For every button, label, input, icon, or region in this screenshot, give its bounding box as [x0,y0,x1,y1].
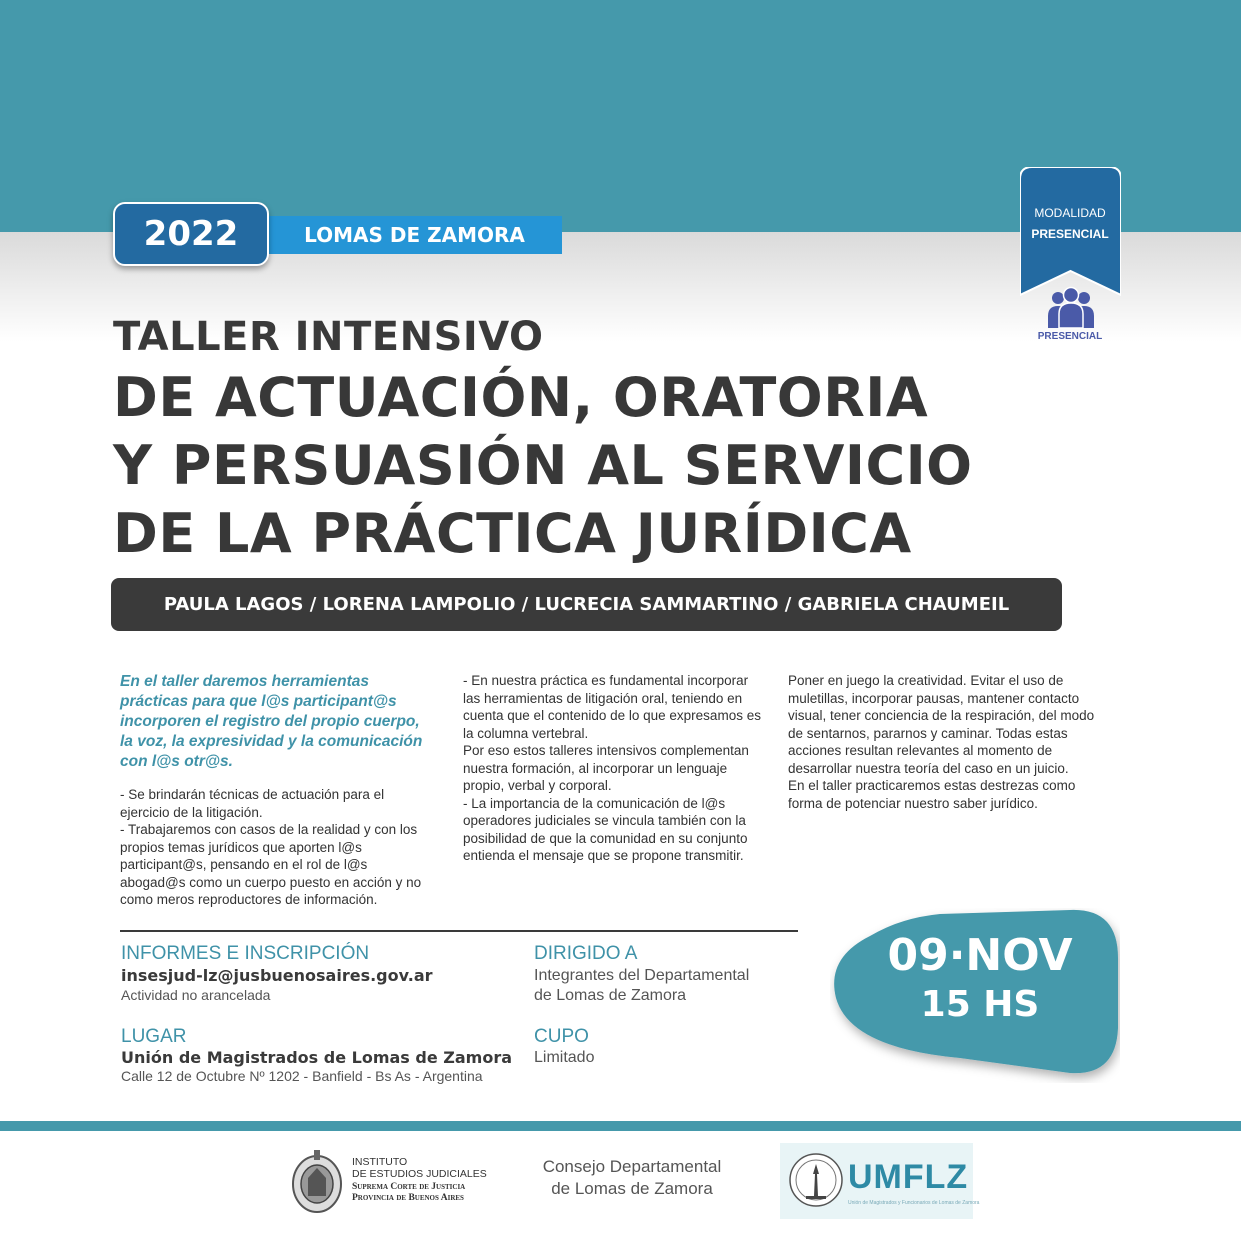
institute-line-2: DE ESTUDIOS JUDICIALES [352,1168,487,1180]
institute-name [352,1156,487,1180]
audience-line-1: Integrantes del Departamental [534,967,750,984]
umflz-wordmark: UMFLZ [848,1158,969,1196]
title-line-1: DE ACTUACIÓN, ORATORIA [113,366,929,429]
authors-bar: PAULA LAGOS / LORENA LAMPOLIO / LUCRECIA SAMMARTINO / GABRIELA CHAUMEIL [111,578,1062,631]
venue-address: Calle 12 de Octubre Nº 1202 - Banfield - Bs As - Argentina [121,1068,483,1084]
court-name [352,1182,465,1204]
umflz-subtitle: Unión de Magistrados y Funcionarios de Lomas de Zamora [848,1200,980,1206]
paragraph: Por eso estos talleres intensivos complementan nuestra formación, al incorporar un lenguaje propio, verbal y corporal. [463,743,749,793]
body-column-1 [120,672,430,909]
lugar-heading: LUGAR [121,1026,187,1047]
umflz-emblem-icon [788,1152,844,1208]
dirigido-heading: DIRIGIDO A [534,943,638,964]
body-column-3 [788,672,1098,812]
paragraph: - La importancia de la comunicación de l@s operadores judiciales se vincula también con la posibilidad de que la comunidad en su conjunto entienda el mensaje que se propone transmitir. [463,795,748,863]
informes-heading: INFORMES E INSCRIPCIÓN [121,943,370,964]
year-badge: 2022 [113,202,269,266]
audience-line-2: de Lomas de Zamora [534,987,687,1004]
venue-name: Unión de Magistrados de Lomas de Zamora [121,1048,512,1067]
badge-modality-value: PRESENCIAL [1031,227,1109,241]
city-label: LOMAS DE ZAMORA [255,216,562,254]
cupo-heading: CUPO [534,1026,589,1047]
footer-band [0,1121,1241,1131]
contact-email[interactable]: insesjud-lz@jusbuenosaires.gov.ar [121,966,433,985]
paragraph: - En nuestra práctica es fundamental incorporar las herramientas de litigación oral, teniendo en cuenta que el contenido de lo que expresamos es la columna vertebral. [463,673,761,741]
title-kicker: TALLER INTENSIVO [113,314,544,360]
paragraph: - Se brindarán técnicas de actuación para el ejercicio de la litigación. [120,787,385,820]
people-icon [1046,286,1096,330]
title-line-3: DE LA PRÁCTICA JURÍDICA [113,502,912,565]
paragraph: - Trabajaremos con casos de la realidad y con los propios temas jurídicos que aporten l@s participant@s, pensando en el rol de l@s abogad@s como un cuerpo puesto en acción y no como meros reproductores de información. [120,822,422,907]
cupo-value: Limitado [534,1049,595,1066]
court-line-2: Provincia de Buenos Aires [352,1193,464,1203]
paragraph: En el taller practicaremos estas destrezas como forma de potenciar nuestro saber jurídico. [788,778,1076,811]
council-line-2: de Lomas de Zamora [551,1179,713,1198]
paragraph: Poner en juego la creatividad. Evitar el uso de muletillas, incorporar pausas, mantener contacto visual, tener conciencia de la respiración, del modo de sentarnos, pararnos y caminar. Todas estas acciones resultan relevantes al momento de desarrollar nuestra teoría del caso en un juicio. [788,673,1095,776]
council-line-1: Consejo Departamental [542,1157,722,1176]
court-line-1: Suprema Corte de Justicia [352,1182,466,1192]
title-line-2: Y PERSUASIÓN AL SERVICIO [113,434,973,497]
badge-modality-label: MODALIDAD [1034,206,1106,220]
body-column-2 [463,672,763,865]
lead-text: En el taller daremos herramientas prácticas para que l@s participant@s incorporen el registro del propio cuerpo, la voz, la expresividad y la comunicación con l@s otr@s. [120,673,423,770]
event-date: 09·NOV [887,930,1073,981]
arancel-note: Actividad no arancelada [121,987,271,1003]
court-seal-icon [288,1148,346,1216]
institute-line-1: INSTITUTO [352,1156,408,1168]
council-name [512,1156,752,1200]
event-time: 15 HS [920,984,1040,1025]
badge-caption: PRESENCIAL [1037,331,1103,342]
divider [120,930,798,932]
